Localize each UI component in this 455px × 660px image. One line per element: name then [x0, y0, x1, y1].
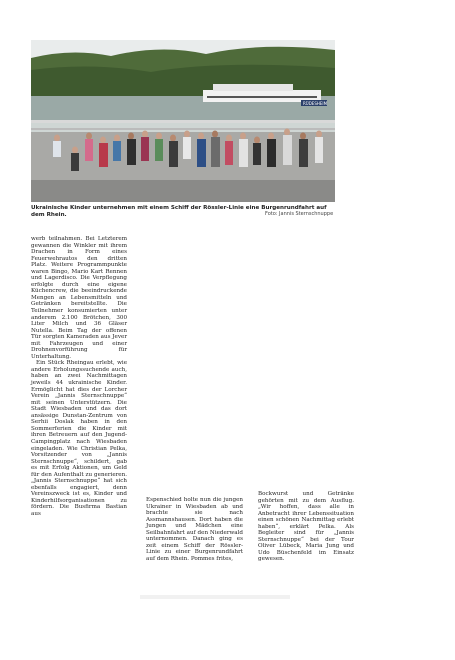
photo-credit: Foto: Jannis Sternschnuppe	[265, 211, 334, 217]
paragraph: Ein Stück Rheingau erlebt, wie andere Erholungssuchende auch, haben an zwei Nachmittagen jeweils 44 ukrainische Kinder. Ermöglicht hat dies der Lorcher Verein „Jannis Sternschnuppe“ mit seinen Unterstützern. Die Stadt Wiesbaden und das dort ansässige Dunstan-Zentrum von Serhii Doslak haben in den Sommerferien die Kinder mit ihren Betreuern auf den Jugend-Campingplatz nach Wiesbaden eingeladen. Wie Christian Pelka, Vorsitzender von „Jannis Sternschnuppe“, schildert, gab es mit Erfolg Aktionen, um Geld für den Aufenthalt zu generieren. „Jannis Sternschnuppe“ hat sich ebenfalls engagiert, denn Vereinszweck ist es, Kinder und Kinderhilfsorganisationen zu fördern. Die Busfirma Bastian aus	[31, 360, 127, 517]
article-column-1	[31, 236, 127, 518]
paragraph: Bockwurst und Getränke gehörten mit zu dem Ausflug. „Wir hoffen, dass alle in Anbetracht ihrer Lebenssituation einen schönen Nachmittag erlebt haben“, erklärt Pelka. Als Begleiter sind für „Jannis Sternschnuppe“ bei der Tour Oliver Lübeck, Maria Jung und Udo Büschenfeld im Einsatz gewesen.	[258, 491, 354, 563]
paragraph: werb teilnahmen. Bei Letzterem gewannen die Winkler mit ihrem Drachen in Form eines Feuerwehrautos den dritten Platz. Weitere Programmpunkte waren Bingo, Mario Kart Rennen und Lagerdisco. Die Verpflegung erfolgte durch eine eigene Küchencrew, die beeindruckende Mengen an Lebensmitteln und Getränken bereitstellte. Die Teilnehmer konsumierten unter anderem 2.100 Brötchen, 300 Liter Milch und 36 Gläser Nutella. Beim Tag der offenen Tür sorgten Kameraden aus Jever mit Fahrzeugen und einer Drohnenvorführung für Unterhaltung.	[31, 236, 127, 360]
article-photo	[31, 40, 335, 202]
scan-smudge	[140, 595, 290, 599]
article-column-3	[258, 491, 354, 563]
photo-group-on-ship-deck	[31, 40, 335, 202]
photo-caption: Ukrainische Kinder unternehmen mit einem Schiff der Rössler-Linie eine Burgenrundfahrt auf dem Rhein.	[31, 205, 327, 218]
svg-text:RÜDESHEIM: RÜDESHEIM	[303, 101, 328, 106]
article-column-2	[146, 497, 243, 562]
paragraph: Espenschied holte nun die jungen Ukrainer in Wiesbaden ab und brachte sie nach Assmannshausen. Dort haben die Jungen und Mädchen eine Seilbahnfahrt auf den Niederwald unternommen. Danach ging es zeit einem Schiff der Rössler-Linie zu einer Burgenrundfahrt auf dem Rhein. Pommes frites,	[146, 497, 243, 562]
